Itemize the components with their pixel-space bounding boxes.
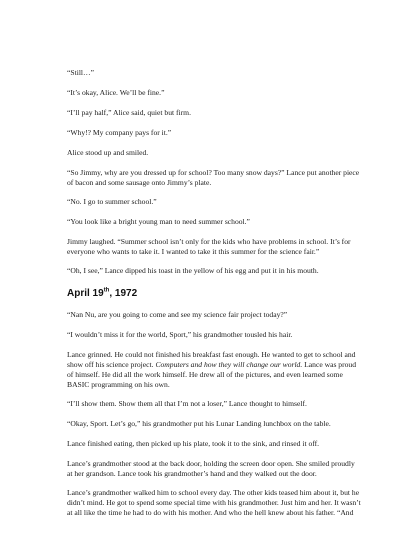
paragraph: “Why!? My company pays for it.”: [67, 128, 172, 137]
heading-date: April 19: [67, 288, 104, 299]
paragraph: “No. I go to summer school.”: [67, 197, 157, 206]
heading-ordinal: th: [103, 287, 110, 294]
paragraph: Alice stood up and smiled.: [67, 148, 149, 157]
paragraph: “So Jimmy, why are you dressed up for school? Too many snow days?” Lance put another piece of bacon and some sausage onto Jimmy’s plate.: [67, 168, 360, 187]
paragraph: “You look like a bright young man to need summer school.”: [67, 217, 250, 226]
paragraph: Lance’s grandmother stood at the back door, holding the screen door open. She smiled proudly at her grandson. Lance took his grandmother’s hand and they walked out the door.: [67, 459, 355, 478]
paragraph: [67, 350, 362, 390]
paragraph: “I’ll pay half,” Alice said, quiet but firm.: [67, 108, 191, 117]
paragraph: Lance’s grandmother walked him to school every day. The other kids teased him about it, but he didn’t mind. He got to spend some special time with his grandmother. Just him and her. It wasn’t at all like the time he had to do with his mother. And who the hell knew about his father. “And: [67, 488, 361, 517]
paragraph: “I wouldn’t miss it for the world, Sport,” his grandmother tousled his hair.: [67, 330, 293, 339]
paragraph-text: Lance was proud of himself. He did all the work himself. He drew all of the pictures, and even learned some BASIC programming on his own.: [67, 360, 357, 389]
paragraph: “Nan Nu, are you going to come and see my science fair project today?”: [67, 310, 288, 319]
paragraph: “Oh, I see,” Lance dipped his toast in the yellow of his egg and put it in his mouth.: [67, 266, 319, 275]
paragraph-text: Lance grinned. He could not finished his breakfast fast enough. He wanted to get to school and show off his science project.: [67, 350, 356, 369]
paragraph: “Still…”: [67, 68, 94, 77]
project-title-italic: Computers and how they will change our world.: [155, 360, 303, 369]
paragraph: “Okay, Sport. Let’s go,” his grandmother put his Lunar Landing lunchbox on the table.: [67, 419, 331, 428]
paragraph: “It’s okay, Alice. We’ll be fine.”: [67, 88, 165, 97]
paragraph: Lance finished eating, then picked up his plate, took it to the sink, and rinsed it off.: [67, 439, 320, 448]
section-date-heading: [67, 288, 362, 300]
paragraph: Jimmy laughed. “Summer school isn’t only for the kids who have problems in school. It’s for everyone who wants to take it. I wanted to take it this summer for the science fair.”: [67, 237, 351, 256]
heading-year: , 1972: [109, 288, 138, 299]
paragraph: “I’ll show them. Show them all that I’m not a loser,” Lance thought to himself.: [67, 399, 307, 408]
